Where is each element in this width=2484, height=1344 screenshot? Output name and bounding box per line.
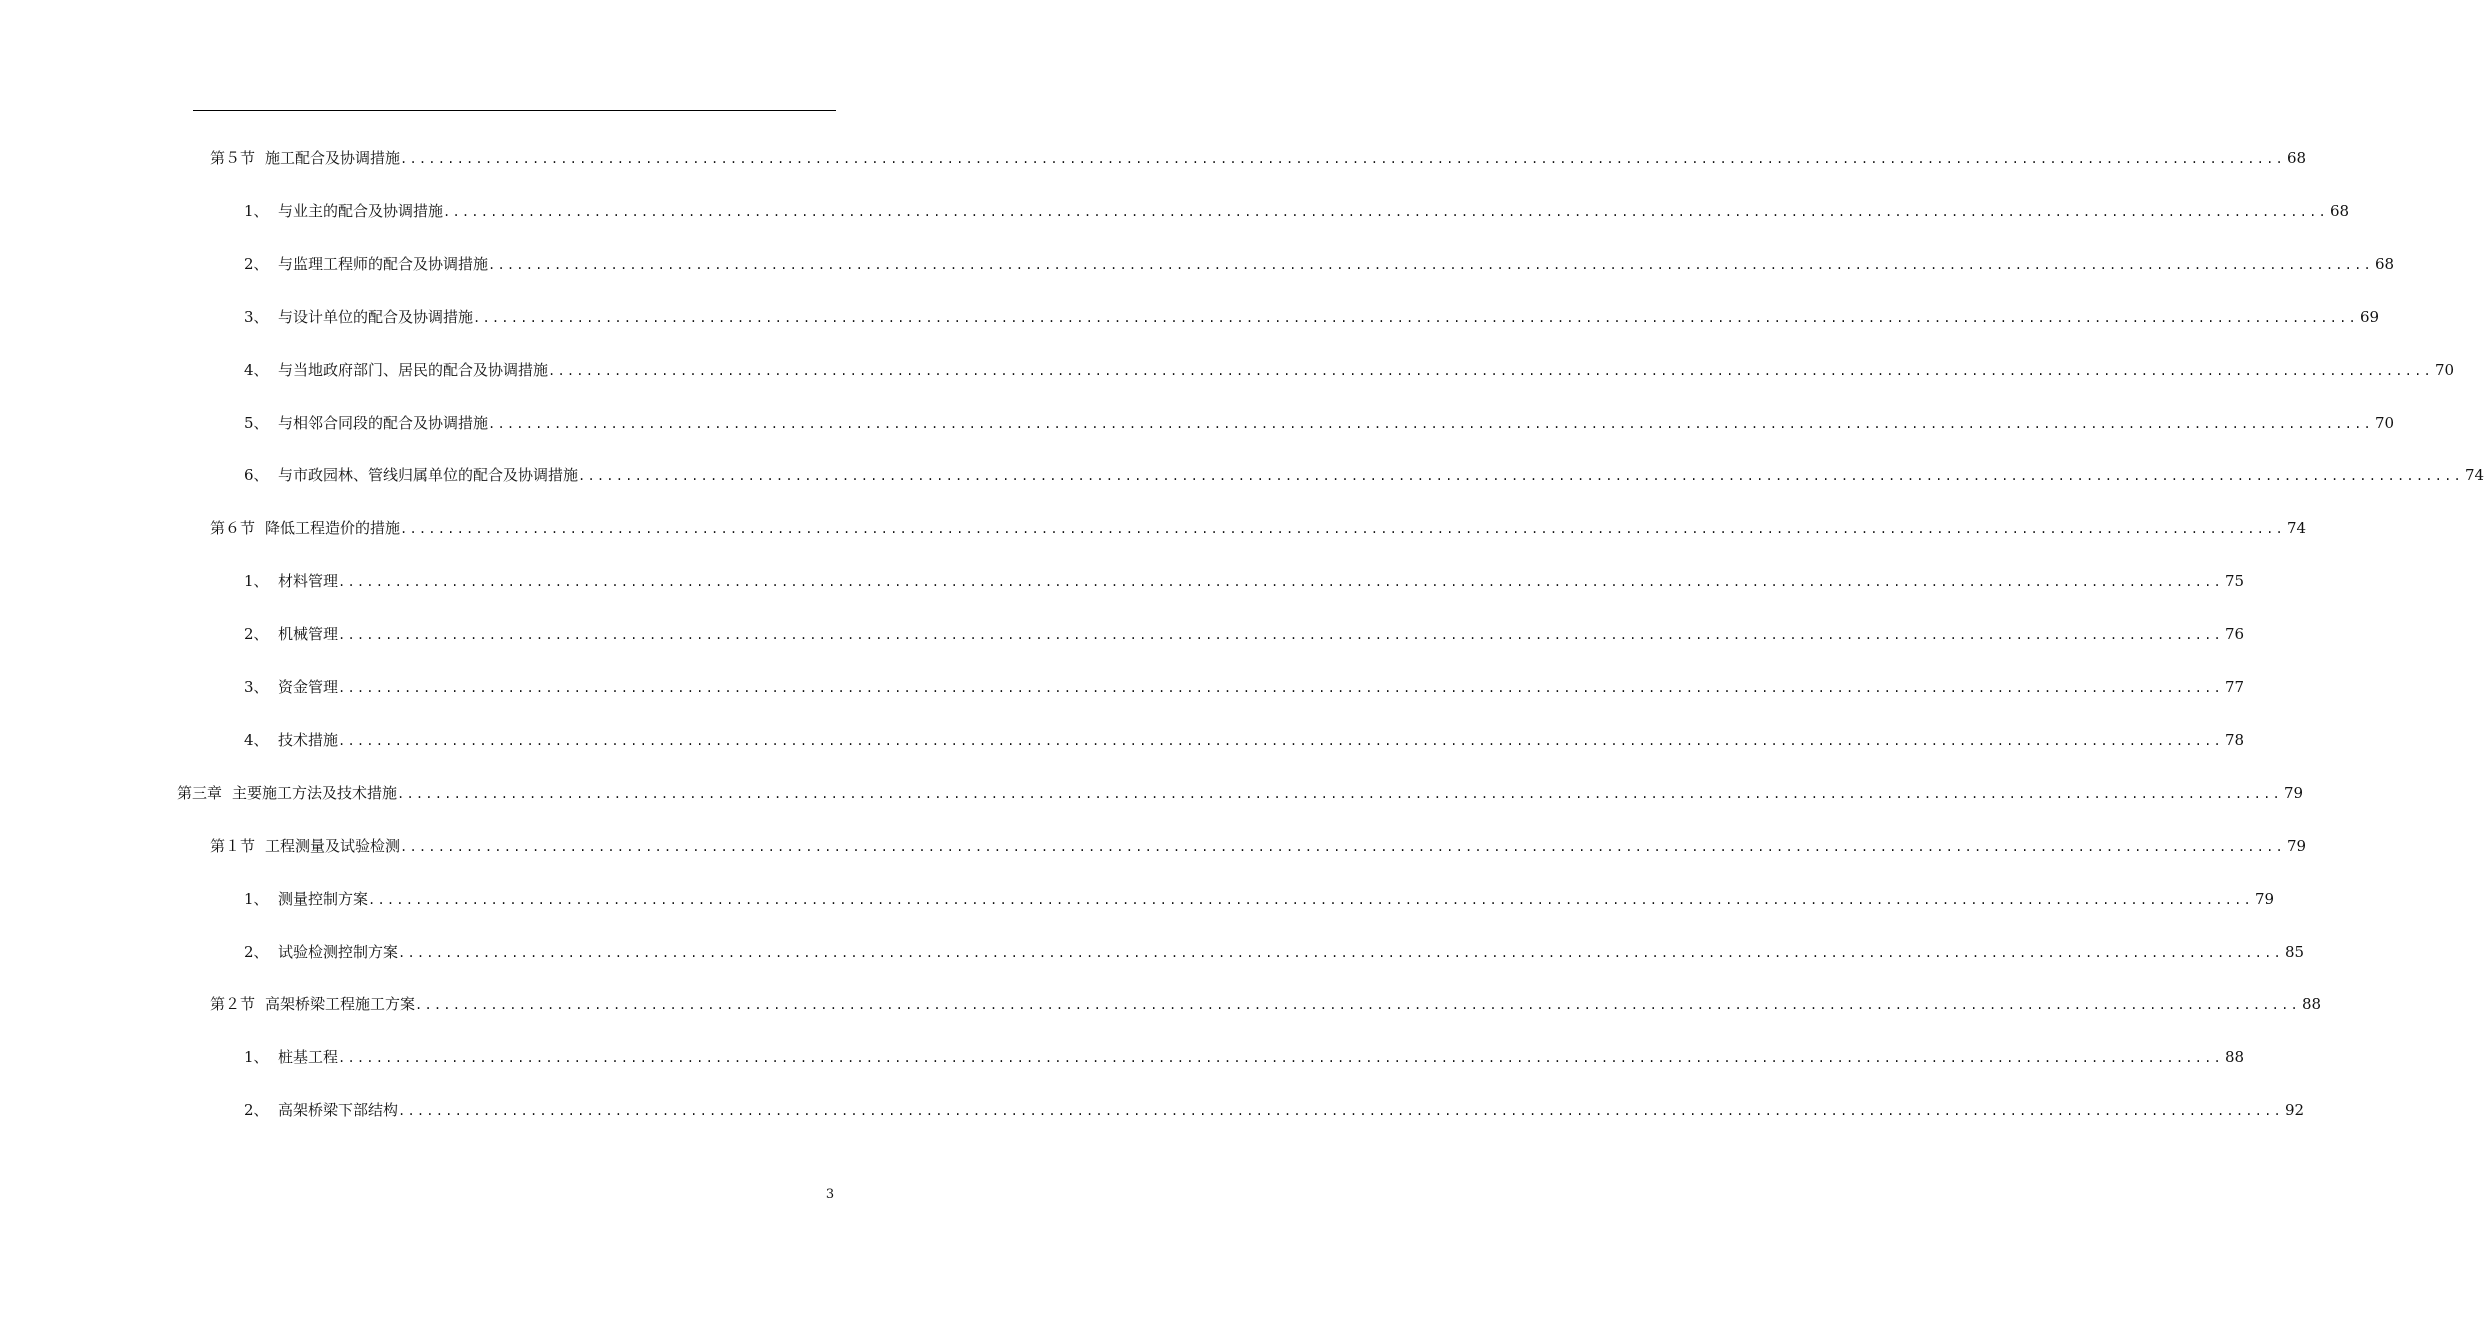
toc-entry-number: 2、 bbox=[244, 254, 269, 273]
toc-entry-page: 74 bbox=[2464, 466, 2484, 485]
toc-entry-page: 68 bbox=[2374, 254, 2395, 273]
toc-entry-number: 6、 bbox=[244, 466, 269, 485]
toc-entry-page: 88 bbox=[2224, 1048, 2245, 1067]
toc-dot-leader: ........................................................................................................................................................................................................ bbox=[400, 839, 2285, 854]
toc-entry[interactable] bbox=[0, 197, 2350, 225]
toc-dot-leader: ........................................................................................................................................................................................................ bbox=[338, 1051, 2223, 1066]
toc-entry[interactable] bbox=[0, 1096, 2305, 1124]
toc-entry-title: 与设计单位的配合及协调措施 bbox=[278, 307, 474, 326]
toc-dot-leader: ........................................................................................................................................................................................................ bbox=[415, 998, 2300, 1013]
toc-entry-number: 2、 bbox=[244, 942, 269, 961]
toc-entry-page: 76 bbox=[2224, 625, 2245, 644]
toc-entry-page: 85 bbox=[2284, 942, 2305, 961]
toc-entry[interactable] bbox=[0, 514, 2307, 542]
toc-entry-page: 69 bbox=[2359, 307, 2380, 326]
toc-entry-page: 88 bbox=[2301, 995, 2322, 1014]
toc-entry-title: 与相邻合同段的配合及协调措施 bbox=[278, 413, 489, 432]
toc-entry-page: 92 bbox=[2284, 1101, 2305, 1120]
toc-entry-title: 与当地政府部门、居民的配合及协调措施 bbox=[278, 360, 549, 379]
toc-entry[interactable] bbox=[0, 356, 2455, 384]
toc-entry-title: 材料管理 bbox=[278, 572, 339, 591]
toc-entry-page: 79 bbox=[2286, 836, 2307, 855]
toc-entry[interactable] bbox=[0, 938, 2305, 966]
toc-entry-number: 第三章 bbox=[177, 783, 223, 802]
toc-entry-title: 技术措施 bbox=[278, 730, 339, 749]
toc-entry-title: 与市政园林、管线归属单位的配合及协调措施 bbox=[278, 466, 579, 485]
toc-entry-title: 与监理工程师的配合及协调措施 bbox=[278, 254, 489, 273]
toc-entry-title: 主要施工方法及技术措施 bbox=[232, 783, 398, 802]
toc-dot-leader: ........................................................................................................................................................................................................ bbox=[400, 522, 2285, 537]
toc-dot-leader: ........................................................................................................................................................................................................ bbox=[578, 469, 2463, 484]
toc-dot-leader: ........................................................................................................................................................................................................ bbox=[338, 733, 2223, 748]
toc-entry-title: 资金管理 bbox=[278, 678, 339, 696]
toc-entry-page: 78 bbox=[2224, 730, 2245, 749]
toc-entry-title: 高架桥梁下部结构 bbox=[278, 1101, 399, 1120]
toc-entry-page: 68 bbox=[2329, 201, 2350, 220]
toc-entry-page: 70 bbox=[2374, 413, 2395, 432]
toc-entry-title: 测量控制方案 bbox=[278, 889, 369, 908]
toc-entry[interactable] bbox=[0, 779, 2304, 807]
toc-entry-number: 第５节 bbox=[210, 149, 256, 167]
toc-entry-number: 2、 bbox=[244, 1101, 269, 1120]
toc-dot-leader: ........................................................................................................................................................................................................ bbox=[398, 945, 2283, 960]
toc-entry-page: 70 bbox=[2434, 360, 2455, 379]
toc-entry-title: 施工配合及协调措施 bbox=[265, 149, 401, 167]
toc-entry[interactable] bbox=[0, 1043, 2245, 1071]
toc-entry[interactable] bbox=[0, 726, 2245, 754]
toc-entry-number: 4、 bbox=[244, 730, 269, 749]
toc-entry-number: 第２节 bbox=[210, 995, 256, 1014]
toc-entry[interactable] bbox=[0, 990, 2322, 1018]
toc-entry-number: 1、 bbox=[244, 1048, 269, 1067]
toc-entry-number: 1、 bbox=[244, 889, 269, 908]
toc-entry-number: 1、 bbox=[244, 201, 269, 220]
header-rule bbox=[193, 110, 836, 111]
toc-entry-page: 77 bbox=[2224, 678, 2245, 696]
toc-entry[interactable] bbox=[0, 885, 2275, 913]
toc-dot-leader: ........................................................................................................................................................................................................ bbox=[473, 310, 2358, 325]
toc-entry-number: 2、 bbox=[244, 625, 269, 644]
toc-dot-leader: ........................................................................................................................................................................................................ bbox=[488, 416, 2373, 431]
toc-entry-number: 1、 bbox=[244, 572, 269, 591]
toc-dot-leader: ........................................................................................................................................................................................................ bbox=[443, 204, 2328, 219]
toc-entry-title: 机械管理 bbox=[278, 625, 339, 644]
toc-entry[interactable] bbox=[0, 250, 2395, 278]
toc-dot-leader: ........................................................................................................................................................................................................ bbox=[398, 1104, 2283, 1119]
toc-dot-leader: ........................................................................................................................................................................................................ bbox=[338, 681, 2223, 695]
page-number: 3 bbox=[825, 1187, 835, 1202]
toc-dot-leader: ........................................................................................................................................................................................................ bbox=[548, 363, 2433, 378]
toc-entry[interactable] bbox=[0, 673, 2245, 701]
toc-entry-number: 第６节 bbox=[210, 519, 256, 538]
toc-entry-page: 79 bbox=[2283, 783, 2304, 802]
toc-entry-title: 高架桥梁工程施工方案 bbox=[265, 995, 416, 1014]
toc-entry-page: 68 bbox=[2286, 149, 2307, 167]
toc-entry[interactable] bbox=[0, 461, 2484, 489]
toc-dot-leader: ........................................................................................................................................................................................................ bbox=[338, 628, 2223, 643]
toc-entry[interactable] bbox=[0, 409, 2395, 437]
toc-entry[interactable] bbox=[0, 303, 2380, 331]
toc-dot-leader: ........................................................................................................................................................................................................ bbox=[338, 575, 2223, 590]
toc-entry-title: 与业主的配合及协调措施 bbox=[278, 201, 444, 220]
toc-entry[interactable] bbox=[0, 144, 2307, 172]
toc-dot-leader: ........................................................................................................................................................................................................ bbox=[397, 786, 2282, 801]
toc-entry-number: 4、 bbox=[244, 360, 269, 379]
toc-entry-number: 3、 bbox=[244, 307, 269, 326]
toc-dot-leader: ........................................................................................................................................................................................................ bbox=[488, 257, 2373, 272]
toc-entry-title: 桩基工程 bbox=[278, 1048, 339, 1067]
toc-entry-number: 第１节 bbox=[210, 836, 256, 855]
toc-entry-number: 3、 bbox=[244, 678, 269, 696]
toc-entry-title: 降低工程造价的措施 bbox=[265, 519, 401, 538]
toc-entry[interactable] bbox=[0, 832, 2307, 860]
toc-entry-page: 79 bbox=[2254, 889, 2275, 908]
toc-entry-title: 工程测量及试验检测 bbox=[265, 836, 401, 855]
toc-dot-leader: ........................................................................................................................................................................................................ bbox=[368, 892, 2253, 907]
toc-entry-title: 试验检测控制方案 bbox=[278, 942, 399, 961]
toc-entry[interactable] bbox=[0, 620, 2245, 648]
toc-entry-page: 75 bbox=[2224, 572, 2245, 591]
toc-entry-number: 5、 bbox=[244, 413, 269, 432]
toc-entry-page: 74 bbox=[2286, 519, 2307, 538]
toc-entry[interactable] bbox=[0, 567, 2245, 595]
toc-dot-leader: ........................................................................................................................................................................................................ bbox=[400, 152, 2285, 166]
